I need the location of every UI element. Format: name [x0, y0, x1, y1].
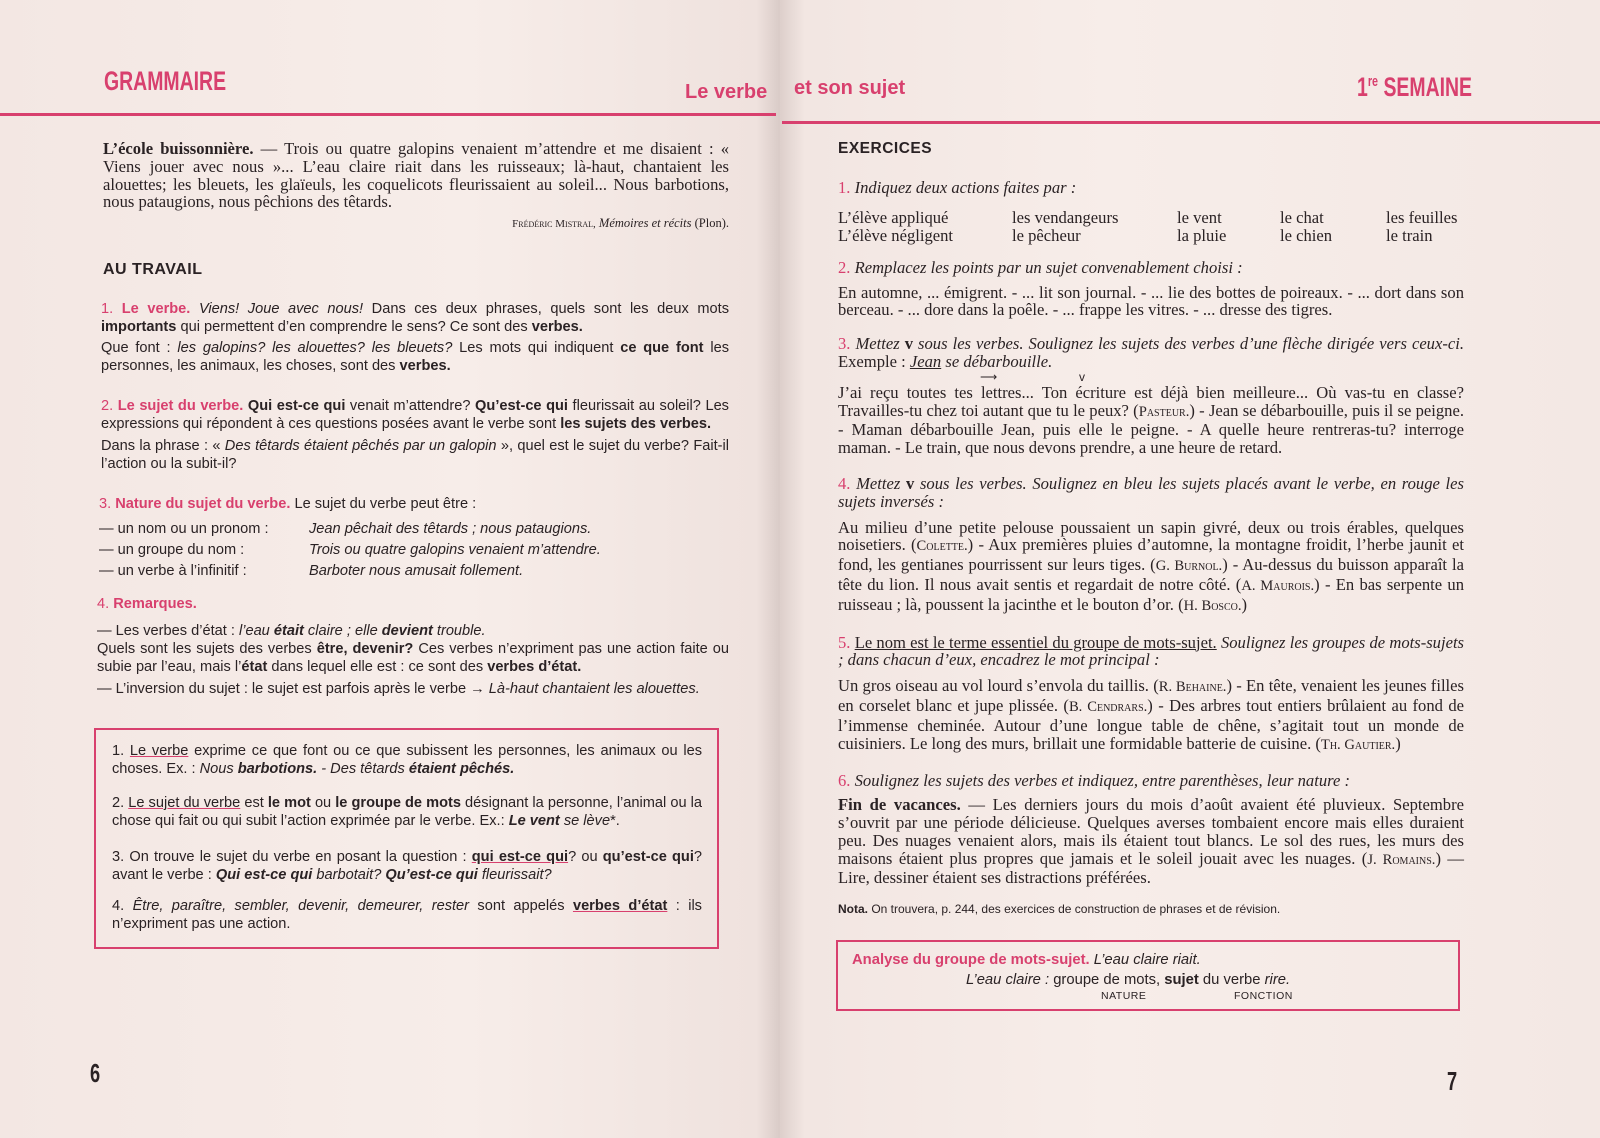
text-segment: fleurissait? [477, 866, 552, 883]
table-cell: L’élève négligent [838, 225, 954, 245]
text-segment: 3. [99, 495, 116, 512]
exercise-4-prompt [838, 475, 1464, 511]
analysis-line-1 [852, 950, 1448, 970]
section-label: GRAMMAIRE [104, 66, 227, 96]
text-segment: Qu’est-ce qui [475, 397, 568, 414]
text-segment: H. Bosco. [1183, 597, 1242, 614]
text-segment: Être, paraître, sembler, devenir, demeurer, rester [132, 897, 470, 914]
text-segment: Le verbe [129, 742, 189, 759]
exercise-4-text [838, 519, 1464, 616]
item-label: — un groupe du nom : [99, 541, 245, 558]
verb-mark: v [1079, 369, 1085, 384]
item-example: Trois ou quatre galopins venaient m’attendre. [309, 541, 601, 558]
text-segment: les galopins? les alouettes? les bleuets? [177, 339, 453, 356]
text-segment: l’eau [238, 622, 274, 639]
header-rule-left [0, 113, 776, 116]
au-travail-heading: AU TRAVAIL [103, 260, 203, 278]
text-segment: Jean [909, 351, 942, 371]
text-segment: (Plon). [691, 216, 729, 231]
text-segment: On trouvera, p. 244, des exercices de construction de phrases et de révision. [868, 902, 1281, 917]
text-segment: — L’inversion du sujet : le sujet est parfois après le verbe → [97, 680, 489, 697]
week-label [1357, 72, 1472, 103]
text-segment: Le nom est le terme essentiel du groupe de mots-sujet. [854, 632, 1217, 652]
text-segment: v [906, 473, 915, 493]
lesson-point-1 [101, 300, 729, 336]
text-segment: Le sujet du verbe peut être : [290, 495, 477, 512]
text-segment: Que font : [101, 339, 178, 356]
text-segment: était [273, 622, 304, 639]
exercices-heading: EXERCICES [838, 140, 933, 157]
item-label: — un verbe à l’infinitif : [99, 562, 247, 579]
text-segment: sous les verbes. Soulignez les sujets des verbes d’une flèche dirigée vers ceux-ci. [913, 334, 1464, 354]
right-column [838, 140, 1464, 1011]
nature-label: NATURE [1101, 990, 1147, 1003]
text-segment: Qu’est-ce qui [385, 866, 478, 883]
text-segment: étaient pêchés. [408, 760, 515, 777]
text-segment: barbotait? [312, 866, 386, 883]
text-segment: sujet [1164, 972, 1199, 989]
text-segment: être, devenir? [316, 640, 414, 657]
page-number-left: 6 [90, 1058, 101, 1088]
text-segment: — Les verbes d’état : [97, 622, 239, 639]
lesson-point-2-b [101, 437, 729, 473]
text-segment: Colette. [916, 538, 968, 555]
text-segment: Remarques. [113, 595, 197, 612]
text-segment: Analyse du groupe de mots-sujet. [852, 952, 1090, 969]
text-segment: Pasteur. [1138, 403, 1190, 420]
text-segment: ) [1241, 594, 1248, 614]
text-segment: ) [1395, 733, 1401, 753]
text-segment: du verbe [1198, 972, 1265, 989]
lesson-point-2 [101, 397, 729, 433]
lesson-point-3 [99, 495, 729, 513]
rule-item [112, 794, 702, 830]
text-segment: fleurissait au soleil? Les expressions qui répondent à ces questions posées avant le verbe sont [101, 397, 729, 432]
exercise-1-table [838, 209, 1464, 245]
text-segment: 2. [838, 257, 855, 277]
text-segment: 2. [101, 397, 118, 414]
exercise-3-example-marks [838, 371, 1464, 384]
text-segment: Nature du sujet du verbe. [115, 495, 291, 512]
text-segment: B. Cendrars. [1068, 698, 1148, 715]
text-segment: état [241, 658, 268, 675]
text-segment: sous les verbes. Soulignez en bleu les sujets placés avant le verbe, en rouge les sujets inversés : [838, 473, 1464, 511]
subject-nature-item [99, 540, 729, 561]
text-segment: dans lequel elle est : ce sont des [267, 658, 488, 675]
text-segment: 1. [101, 300, 122, 317]
text-segment: - Des têtards [317, 760, 409, 777]
text-segment: Qui est-ce qui [247, 397, 346, 414]
lesson-point-4-c [97, 680, 729, 698]
table-cell: la pluie [1177, 225, 1227, 245]
text-segment: Mémoires et récits [598, 216, 692, 231]
text-segment: qui est-ce qui [471, 848, 569, 865]
text-segment: ) — Lire, dessiner étaient ses distractions préférées. [838, 848, 1464, 888]
text-segment: 6. [838, 771, 855, 791]
table-cell: le vent [1177, 207, 1222, 227]
lesson-title-right: et son sujet [794, 77, 906, 99]
subject-nature-item [99, 519, 729, 540]
text-segment: importants [101, 318, 177, 335]
text-segment: Remplacez les points par un sujet convenablement choisi : [854, 257, 1243, 277]
text-segment: », quel est le sujet du verbe? Fait-il l’action ou la subit-il? [101, 437, 729, 472]
text-segment: Le verbe. [121, 300, 191, 317]
text-segment: ) - Aux premières pluies d’automne, la montagne froidit, l’herbe jaunit et fond, les gentianes pourrissent sur leurs tiges. ( [838, 535, 1464, 575]
week-number: 1 [1357, 72, 1368, 102]
text-segment: Frédéric Mistral, [512, 218, 596, 231]
text-segment: rire. [1264, 972, 1291, 989]
text-segment: qui permettent d’en comprendre le sens? Ce sont des [176, 318, 532, 335]
week-word: SEMAINE [1378, 72, 1473, 102]
rule-item [112, 897, 702, 933]
text-segment: groupe de mots, [1049, 972, 1165, 989]
text-segment: Nota. [838, 902, 868, 917]
text-segment: 3. On trouve le sujet du verbe en posant la question : [112, 848, 472, 865]
text-segment: En automne, ... émigrent. - ... lit son journal. - ... lie des bottes de poireaux. - ... dort dans son berceau. - ... dore dans la poêle. - ... frappe les vitres. - ... dresse des tigres. [838, 282, 1464, 320]
text-segment: Ces verbes n’expriment pas une action faite ou subie par l’eau, mais l’ [97, 640, 729, 675]
text-segment: Indiquez deux actions faites par : [854, 178, 1077, 197]
text-segment: barbotions. [237, 760, 318, 777]
text-segment: Nous [199, 760, 238, 777]
text-segment: 1. [838, 178, 855, 197]
lesson-point-4-b [97, 640, 729, 676]
text-segment: Dans ces deux phrases, quels sont les deux mots [363, 300, 730, 317]
subject-nature-list [99, 519, 729, 582]
exercise-3-prompt [838, 335, 1464, 371]
arrow-icon: ⟶ [980, 369, 998, 384]
analysis-box [836, 940, 1460, 1011]
text-segment: verbes d’état. [487, 658, 582, 675]
text-segment: les personnes, les animaux, les choses, sont des [101, 339, 729, 374]
text-segment: ) - En tête, venaient les jeunes filles en corselet blanc et jupe plissée. ( [838, 676, 1464, 715]
text-segment [190, 301, 199, 317]
rule-item [112, 742, 702, 778]
text-segment: ce que font [620, 339, 704, 356]
text-segment: ) - En bas serpente un ruisseau ; là, poussent la jacinthe et le bouton d’or. ( [838, 574, 1464, 614]
text-segment: 5. [838, 632, 855, 652]
text-segment: J’ai reçu toutes tes lettres... Ton écriture est déjà bien meilleure... Où vas-tu en classe? Travailles-tu chez toi autant que tu le peux? ( [838, 382, 1464, 420]
text-segment: ) - Jean se débarbouille, puis il se peigne. - Maman débarbouille Jean, puis elle le peigne. - A quelle heure rentreras-tu? interroge maman. - Le train, que nous devons prendre, a une heure de retard. [838, 400, 1464, 458]
item-example: Barboter nous amusait follement. [309, 562, 524, 579]
text-segment: devient [381, 622, 433, 639]
text-segment: Au milieu d’une petite pelouse poussaient un sapin givré, deux ou trois érables, quelques noisetiers. ( [838, 517, 1464, 555]
text-segment: Quels sont les sujets des verbes [97, 640, 317, 657]
text-segment: ) - Des arbres tout entiers brûlaient au fond de l’immense cheminée. Autour d’une longue table de chêne, s’agitait tout un monde de cuisiniers. Le long des murs, brillait une formidable batterie de cuisine. ( [838, 695, 1465, 753]
text-segment: est [240, 794, 268, 811]
lesson-point-1-b [101, 339, 729, 375]
text-segment: G. Burnol. [1155, 558, 1223, 575]
text-segment: A. Maurois. [1241, 577, 1315, 594]
table-cell: les feuilles [1386, 207, 1458, 227]
exercise-3-text [838, 384, 1464, 457]
table-cell: les vendangeurs [1012, 207, 1119, 227]
table-cell: le pêcheur [1012, 225, 1081, 245]
table-cell: le train [1386, 225, 1433, 245]
text-segment: *. [610, 812, 620, 829]
text-segment: Des têtards étaient pêchés par un galopin [224, 437, 497, 454]
text-segment: Soulignez les groupes de mots-sujets ; dans chacun d’eux, encadrez le mot principal : [838, 632, 1465, 670]
text-segment: verbes. [531, 318, 583, 335]
text-segment: les sujets des verbes. [560, 415, 712, 432]
text-segment: L’eau claire [1089, 952, 1169, 969]
exercise-5-text [838, 677, 1464, 754]
analysis-labels [852, 990, 1448, 1003]
text-segment: verbes d’état [572, 897, 668, 914]
text-segment: Dans la phrase : « [101, 437, 225, 454]
text-segment: v [904, 334, 914, 354]
text-segment: — Les derniers jours du mois d’août avaient été pluvieux. Septembre s’ouvrit par une période délicieuse. Quelques averses tombaient encore mais elles duraient peu. Des nuages venaient alors, mais ils étaient tout blancs. Le sol des rues, les murs des maisons étaient plus propres que jamais et le soleil jouait avec les nuages. ( [838, 795, 1464, 868]
text-segment: 1. [112, 742, 130, 759]
text-segment: Les mots qui indiquent [452, 339, 621, 356]
analysis-line-2 [852, 970, 1448, 990]
text-segment: exprime ce que font ou ce que subissent les personnes, les animaux ou les choses. Ex. : [112, 742, 702, 777]
left-column [97, 139, 730, 949]
text-segment: R. Behaine. [1158, 679, 1227, 696]
exercise-1-prompt [838, 179, 1464, 197]
reading-passage [103, 140, 729, 211]
text-segment: — Trois ou quatre galopins venaient m’attendre et me disaient : « Viens jouer avec nous »... L’eau claire riait dans les ruisseaux; là-haut, chantaient les alouettes; les bleuets, les glaïeuls, les coquelicots fleurissaient au soleil... Nous barbotions, nous pataugions, nous pêchions des têtards. [103, 139, 729, 212]
text-segment: ) - Au-dessus du buisson apparaît la tête du lion. Il nous avait sentis et regardait de notre côté. ( [838, 555, 1464, 594]
text-segment: 4. [112, 897, 133, 914]
page-number-right: 7 [1447, 1066, 1458, 1096]
text-segment: Mettez [856, 473, 906, 493]
text-segment: le groupe de mots [335, 794, 461, 811]
lesson-title-left: Le verbe [685, 81, 768, 103]
text-segment: se lève [559, 812, 611, 829]
text-segment: venait m’attendre? [345, 397, 476, 414]
exercise-2-prompt [838, 259, 1464, 277]
table-cell: L’élève appliqué [838, 207, 949, 227]
exercise-5-prompt [838, 634, 1464, 670]
text-segment: Viens! Joue avec nous! [198, 300, 364, 317]
text-segment: L’école buissonnière. [103, 139, 254, 158]
text-segment: qu’est-ce qui [602, 848, 694, 865]
text-segment: Fin de vacances. [838, 795, 961, 815]
text-segment: 2. [112, 794, 129, 811]
lesson-point-4-a [97, 622, 729, 640]
text-segment: Soulignez les sujets des verbes et indiquez, entre parenthèses, leur nature : [854, 771, 1351, 791]
nota-note [838, 900, 1464, 918]
rule-item [112, 848, 702, 884]
week-ordinal: re [1367, 73, 1379, 90]
text-segment: désignant la personne, l’animal ou la chose qui fait ou qui subit l’action exprimée par le verbe. Ex.: [112, 794, 703, 829]
text-segment: Exemple : [838, 351, 910, 371]
text-segment: ? ou [568, 848, 603, 865]
text-segment: Un gros oiseau au vol lourd s’envola du taillis. ( [838, 676, 1159, 696]
text-segment: : ils n’expriment pas une action. [112, 897, 702, 932]
text-segment: trouble. [432, 622, 486, 639]
text-segment: sont appelés [469, 897, 573, 914]
subject-nature-item [99, 561, 729, 582]
text-segment: 3. [838, 334, 856, 354]
text-segment: Là-haut chantaient les alouettes. [488, 680, 700, 697]
text-segment: 4. [838, 473, 857, 493]
table-cell: le chien [1280, 225, 1333, 245]
text-segment: Qui est-ce qui [215, 866, 313, 883]
text-segment: Mettez [855, 334, 905, 354]
text-segment: le mot [267, 794, 311, 811]
text-segment: se débarbouille. [941, 351, 1053, 371]
text-segment: ? avant le verbe : [112, 848, 702, 883]
text-segment: Le sujet du verbe. [117, 397, 244, 414]
text-segment: verbes. [399, 357, 451, 374]
text-segment: Le vent [508, 812, 560, 829]
item-example: Jean pêchait des têtards ; nous pataugions. [309, 520, 592, 537]
fonction-label: FONCTION [1234, 990, 1293, 1003]
exercise-2-text [838, 284, 1464, 320]
text-segment: Le sujet du verbe [128, 794, 241, 811]
text-segment: L’eau claire : [966, 972, 1050, 989]
rules-summary-box [94, 728, 719, 949]
passage-attribution [103, 215, 729, 234]
table-cell: le chat [1280, 207, 1324, 227]
exercise-6-prompt [838, 772, 1464, 790]
exercise-6-text [838, 796, 1464, 887]
text-segment: claire ; elle [303, 622, 382, 639]
lesson-point-4 [97, 595, 729, 613]
item-label: — un nom ou un pronom : [99, 520, 269, 537]
header-rule-right [782, 121, 1600, 124]
text-segment: J. Romains. [1367, 851, 1436, 868]
text-segment: Th. Gautier. [1320, 736, 1396, 753]
text-segment: ou [310, 794, 336, 811]
text-segment: 4. [97, 595, 114, 612]
text-segment: riait. [1168, 952, 1201, 969]
